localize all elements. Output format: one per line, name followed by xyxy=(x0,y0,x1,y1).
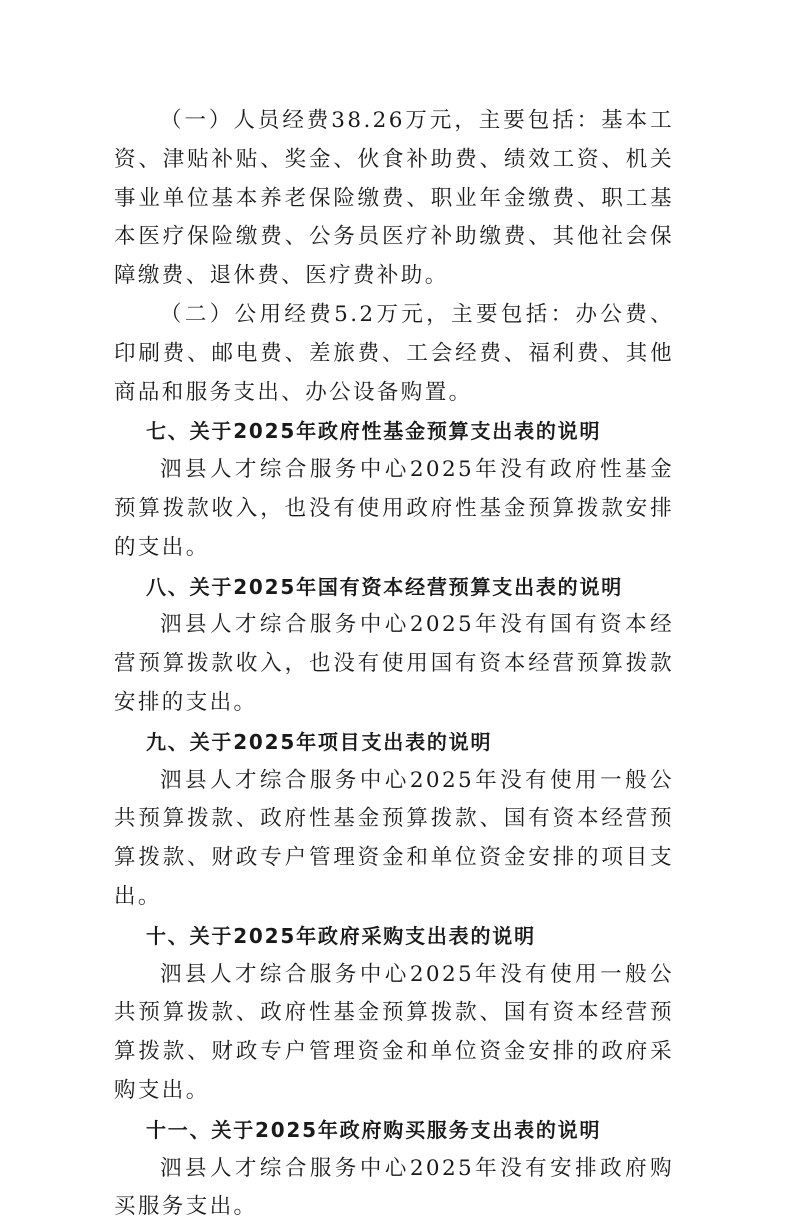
section-body-9: 泗县人才综合服务中心2025年没有使用一般公共预算拨款、政府性基金预算拨款、国有资本经营预算拨款、财政专户管理资金和单位资金安排的项目支出。 xyxy=(114,767,674,909)
section-body-11: 泗县人才综合服务中心2025年没有安排政府购买服务支出。 xyxy=(114,1155,674,1220)
section-heading-9: 九、关于2025年项目支出表的说明 xyxy=(146,729,493,754)
section-heading-7: 七、关于2025年政府性基金预算支出表的说明 xyxy=(146,419,602,444)
personnel-expense-paragraph: （一）人员经费38.26万元，主要包括：基本工资、津贴补贴、奖金、伙食补助费、绩效工资、机关事业单位基本养老保险缴费、职业年金缴费、职工基本医疗保险缴费、公务员医疗补助缴费、其他社会保障缴费、退休费、医疗费补助。 xyxy=(114,108,674,289)
section-heading-8: 八、关于2025年国有资本经营预算支出表的说明 xyxy=(146,574,624,599)
document-page xyxy=(114,102,674,1227)
public-expense-paragraph: （二）公用经费5.2万元，主要包括：办公费、印刷费、邮电费、差旅费、工会经费、福利费、其他商品和服务支出、办公设备购置。 xyxy=(114,301,674,405)
section-body-8: 泗县人才综合服务中心2025年没有国有资本经营预算拨款收入，也没有使用国有资本经营预算拨款安排的支出。 xyxy=(114,612,674,715)
section-body-7: 泗县人才综合服务中心2025年没有政府性基金预算拨款收入，也没有使用政府性基金预算拨款安排的支出。 xyxy=(114,457,674,560)
section-body-10: 泗县人才综合服务中心2025年没有使用一般公共预算拨款、政府性基金预算拨款、国有资本经营预算拨款、财政专户管理资金和单位资金安排的政府采购支出。 xyxy=(114,961,674,1103)
section-heading-10: 十、关于2025年政府采购支出表的说明 xyxy=(146,923,536,948)
section-heading-11: 十一、关于2025年政府购买服务支出表的说明 xyxy=(146,1117,602,1142)
